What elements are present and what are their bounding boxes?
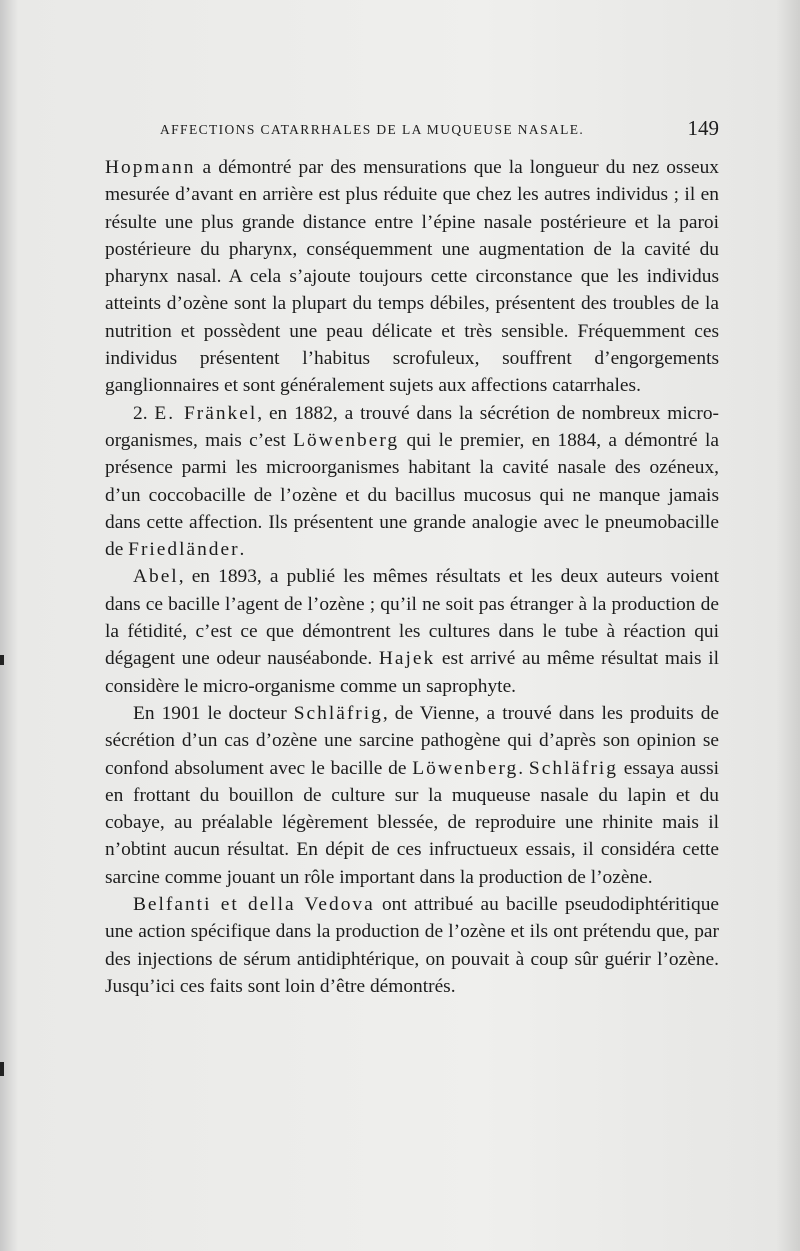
text-run: , en 1882, a trouvé dans la sécrétion de nombreux micro-organismes, mais c’est: [105, 402, 719, 451]
text-run: a démontré par des mensurations que la longueur du nez osseux mesurée d’avant en arrière est plus réduite que chez les autres individus ; il en résulte une plus grande distance entre l’épine nasale postérieure et la paroi postérieure du pharynx, conséquemment une augmentation de la cavité du pharynx nasal. A cela s’ajoute toujours cette circonstance que les individus atteints d’ozène sont la plupart du temps débiles, présentent des troubles de la nutrition et possèdent une peau délicate et très sensible. Fréquemment ces individus présentent l’habitus scrofuleux, souffrent d’engorgements ganglionnaires et sont généralement sujets aux affections catarrhales.: [105, 157, 719, 397]
page-header: [105, 116, 719, 146]
paragraph-3: [105, 563, 719, 699]
text-run: .: [239, 539, 245, 561]
author-name: Hopmann: [105, 157, 196, 178]
paragraph-4: [105, 700, 719, 891]
text-run: En 1901 le docteur: [133, 702, 294, 724]
text-run: .: [518, 757, 529, 779]
text-run: , en 1893, a publié les mêmes résultats et les deux auteurs voient dans ce bacille l’agent de l’ozène ; qu’il ne soit pas étranger à la production de la fétidité, c’est ce que démontrent les cultures dans le tube à réaction qui dégagent une odeur nauséabonde.: [105, 566, 719, 670]
running-title: AFFECTIONS CATARRHALES DE LA MUQUEUSE NASALE.: [160, 122, 585, 137]
paragraph-5: [105, 891, 719, 1000]
paragraph-2: [105, 400, 719, 564]
text-run: , de Vienne, a trouvé dans les produits de sécrétion d’un cas d’ozène une sarcine pathogène qui d’après son opinion se confond absolument avec le bacille de: [105, 702, 719, 779]
margin-mark: [0, 1062, 4, 1076]
author-name: Löwenberg: [412, 757, 519, 779]
author-name: Friedländer: [128, 539, 240, 561]
text-run: est arrivé au même résultat mais il considère le micro-organisme comme un saprophyte.: [105, 648, 719, 697]
author-name: E. Fränkel: [154, 402, 258, 424]
page-number: 149: [687, 116, 719, 140]
paragraph-number: 2.: [133, 402, 155, 424]
author-name: Abel: [133, 566, 179, 588]
author-name: Hajek: [378, 648, 436, 670]
text-run: essaya aussi en frottant du bouillon de culture sur la muqueuse nasale du lapin et du cobaye, au préalable légèrement blessée, de reproduire une rhinite mais il n’obtint aucun résultat. En dépit de ces infructueux essais, il considéra cette sarcine comme jouant un rôle important dans la production de l’ozène.: [105, 757, 720, 888]
margin-mark: [0, 655, 4, 665]
paragraph-1: [105, 154, 719, 400]
author-name: Belfanti et della Vedova: [133, 894, 375, 916]
author-name: Schläfrig: [293, 702, 383, 724]
text-run: ont attribué au bacille pseudodiphtéritique une action spécifique dans la production de l’ozène et ils ont prétendu que, par des injections de sérum antidiphtérique, on pouvait à coup sûr guérir l’ozène. Jusqu’ici ces faits sont loin d’être démontrés.: [105, 894, 719, 997]
author-name: Löwenberg: [293, 429, 400, 451]
body-text: [105, 154, 719, 1000]
text-run: qui le premier, en 1884, a démontré la présence parmi les microorganismes habitant la cavité nasale des ozéneux, d’un coccobacille de l’ozène et du bacillus mucosus qui ne manque jamais dans cette affection. Ils présentent une grande analogie avec le pneumobacille de: [105, 429, 719, 561]
author-name: Schläfrig: [528, 757, 618, 779]
